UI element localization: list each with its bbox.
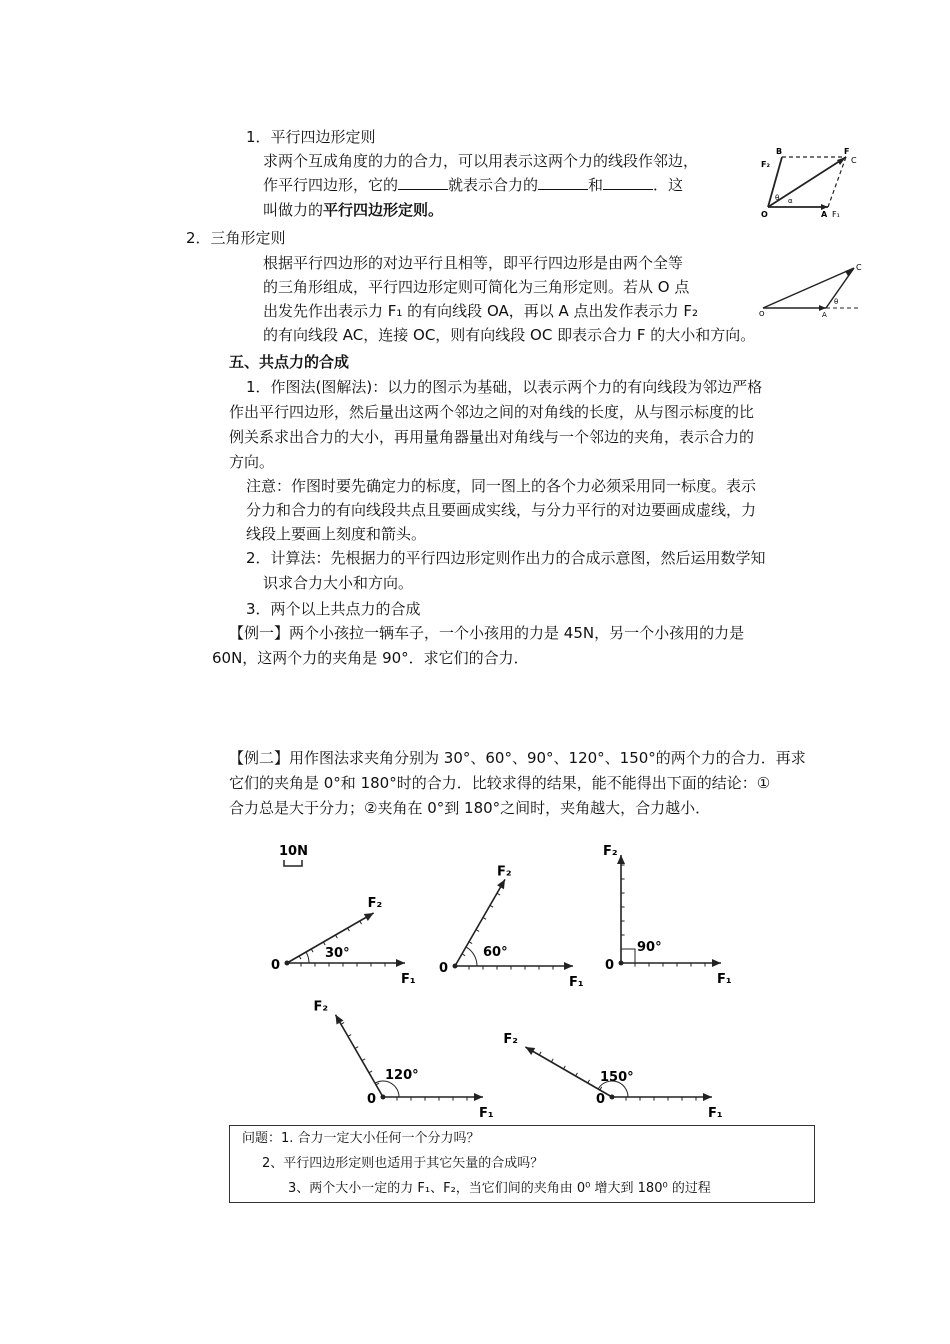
- angle-label: 60°: [483, 945, 508, 960]
- example-line: 合力总是大于分力；②夹角在 0°到 180°之间时，夹角越大，合力越小．: [229, 799, 711, 817]
- f1-label: F₁: [569, 975, 584, 990]
- f2-label: F₂: [603, 844, 618, 859]
- text-fragment: 叫做力的: [263, 201, 324, 219]
- angle-label: 120°: [385, 1068, 419, 1083]
- scale-tick: [355, 1047, 358, 1049]
- note-line: 线段上要画上刻度和箭头。: [246, 525, 427, 543]
- figure-label: A: [822, 311, 827, 318]
- paragraph-line: 识求合力大小和方向。: [263, 574, 414, 592]
- f2-label: F₂: [367, 896, 383, 911]
- origin-label: 0: [271, 958, 281, 973]
- figure-label: A: [821, 210, 828, 219]
- scale-tick: [564, 1066, 566, 1069]
- question-1: 问题：1. 合力一定大小任何一个分力吗？: [242, 1131, 480, 1146]
- figure-label: F: [844, 147, 850, 156]
- origin-label: 0: [605, 958, 615, 973]
- origin-point: [453, 964, 458, 969]
- origin-point: [610, 1095, 615, 1100]
- f2-vector: [336, 1015, 384, 1097]
- note-line: 注意：作图时要先确定力的标度，同一图上的各个力必须采用同一标度。表示: [246, 477, 757, 495]
- origin-point: [285, 961, 290, 966]
- scale-tick: [576, 1073, 578, 1076]
- figure-label: O: [759, 310, 765, 318]
- scale-bar: [284, 860, 302, 866]
- f1-label: F₁: [717, 972, 732, 987]
- question-box: [229, 1125, 815, 1203]
- figure-label: C: [851, 156, 857, 165]
- f2-label: F₂: [503, 1032, 518, 1047]
- f2-vector: [525, 1047, 612, 1097]
- paragraph-line: 出发先作出表示力 F₁ 的有向线段 OA，再以 A 点出发作表示力 F₂: [263, 302, 698, 320]
- paragraph-line: 的有向线段 AC，连接 OC，则有向线段 OC 即表示合力 F 的大小和方向。: [263, 326, 756, 344]
- text-fragment: 就表示合力的: [448, 176, 539, 194]
- question-3: 3、两个大小一定的力 F₁、F₂，当它们间的夹角由 0⁰ 增大到 180⁰ 的过程: [288, 1181, 711, 1196]
- scale-tick: [335, 935, 337, 938]
- paragraph-line: 2．计算法：先根据力的平行四边形定则作出力的合成示意图，然后运用数学知: [246, 549, 766, 567]
- scale-tick: [469, 942, 472, 944]
- origin-label: 0: [367, 1092, 377, 1107]
- figure-label: C: [856, 263, 862, 272]
- scale-tick: [476, 930, 479, 932]
- paragraph-line: 例关系求出合力的大小，再用量角器量出对角线与一个邻边的夹角，表示合力的: [229, 428, 755, 446]
- scale-tick: [483, 918, 486, 920]
- scale-tick: [311, 949, 313, 952]
- note-line: 分力和合力的有向线段共点且要画成实线，与分力平行的对边要画成虚线，力: [246, 501, 757, 519]
- scale-tick: [588, 1080, 590, 1083]
- scale-tick: [539, 1052, 541, 1055]
- scale-tick: [376, 1083, 379, 1085]
- origin-label: 0: [596, 1092, 606, 1107]
- example-line: 60N，这两个力的夹角是 90°．求它们的合力．: [212, 649, 529, 667]
- f2-label: F₂: [497, 864, 512, 880]
- scale-tick: [490, 905, 493, 907]
- f1-vector-arrowhead: [564, 962, 573, 970]
- example-line: 【例二】用作图法求夹角分别为 30°、60°、90°、120°、150°的两个力的合力．再求: [229, 749, 806, 767]
- angle-label: 90°: [637, 940, 662, 955]
- origin-label: 0: [439, 961, 449, 976]
- angle-label: 150°: [600, 1070, 634, 1085]
- figure-label: F₂: [761, 160, 770, 169]
- f1-label: F₁: [708, 1106, 723, 1121]
- figure-label: O: [761, 210, 768, 219]
- section-heading-triangle: 2．三角形定则: [186, 229, 286, 247]
- figure-label: B: [776, 147, 783, 156]
- paragraph-line: 3．两个以上共点力的合成: [246, 600, 421, 618]
- scale-tick: [348, 928, 350, 931]
- section-heading-parallelogram: 1．平行四边形定则: [246, 128, 376, 146]
- f1-label: F₁: [479, 1106, 494, 1121]
- scale-label: 10N: [279, 844, 308, 859]
- question-2: 2、平行四边形定则也适用于其它矢量的合成吗？: [262, 1156, 544, 1171]
- scale-tick: [362, 1059, 365, 1061]
- text-fragment: ．这: [653, 176, 684, 194]
- f1-vector-arrowhead: [703, 1093, 712, 1101]
- paragraph-line: 1．作图法(图解法)：以力的图示为基础，以表示两个力的有向线段为邻边严格: [246, 378, 763, 396]
- scale-tick: [299, 956, 301, 959]
- example-line: 【例一】两个小孩拉一辆车子，一个小孩用的力是 45N，另一个小孩用的力是: [229, 624, 745, 642]
- example-line: 它们的夹角是 0°和 180°时的合力．比较求得的结果，能不能得出下面的结论：①: [229, 774, 771, 792]
- term-parallelogram-rule: 平行四边形定则。: [323, 201, 444, 219]
- paragraph-line: 方向。: [229, 453, 275, 471]
- figure-label: θ: [834, 298, 839, 306]
- section-heading-concurrent-forces: 五、共点力的合成: [229, 353, 350, 371]
- right-angle-marker: [621, 949, 635, 963]
- scale-tick: [462, 954, 465, 956]
- figure-label: F₁: [832, 210, 840, 219]
- scale-tick: [369, 1071, 372, 1073]
- text-fragment: 和: [588, 176, 604, 194]
- angle-arc: [306, 952, 309, 963]
- scale-tick: [348, 1035, 351, 1037]
- figure-label: θ: [775, 194, 780, 202]
- scale-tick: [600, 1087, 602, 1090]
- origin-point: [381, 1095, 386, 1100]
- f2-label: F₂: [313, 999, 329, 1015]
- text-fragment: 作平行四边形，它的: [263, 176, 399, 194]
- f2-vector-arrowhead: [617, 855, 625, 864]
- angle-arc: [466, 947, 477, 966]
- scale-tick: [551, 1059, 553, 1062]
- scale-tick: [323, 942, 325, 945]
- origin-point: [619, 961, 624, 966]
- paragraph-line: 求两个互成角度的力的合力，可以用表示这两个力的线段作邻边，: [263, 152, 699, 170]
- paragraph-line: 的三角形组成，平行四边形定则可简化为三角形定则。若从 O 点: [263, 278, 690, 296]
- scale-tick: [341, 1022, 344, 1024]
- angle-label: 30°: [325, 946, 350, 961]
- scale-tick: [497, 893, 500, 895]
- figure-label: α: [788, 197, 793, 205]
- paragraph-line: 根据平行四边形的对边平行且相等，即平行四边形是由两个全等: [263, 254, 684, 272]
- scale-tick: [360, 921, 362, 924]
- f1-label: F₁: [401, 972, 416, 987]
- f1-vector-arrowhead: [712, 959, 721, 967]
- f1-vector-arrowhead: [474, 1093, 483, 1101]
- f1-vector-arrowhead: [396, 959, 405, 967]
- paragraph-line: 作出平行四边形，然后量出这两个邻边之间的对角线的长度，从与图示标度的比: [229, 403, 755, 421]
- angle-diagram-group: [271, 844, 732, 1121]
